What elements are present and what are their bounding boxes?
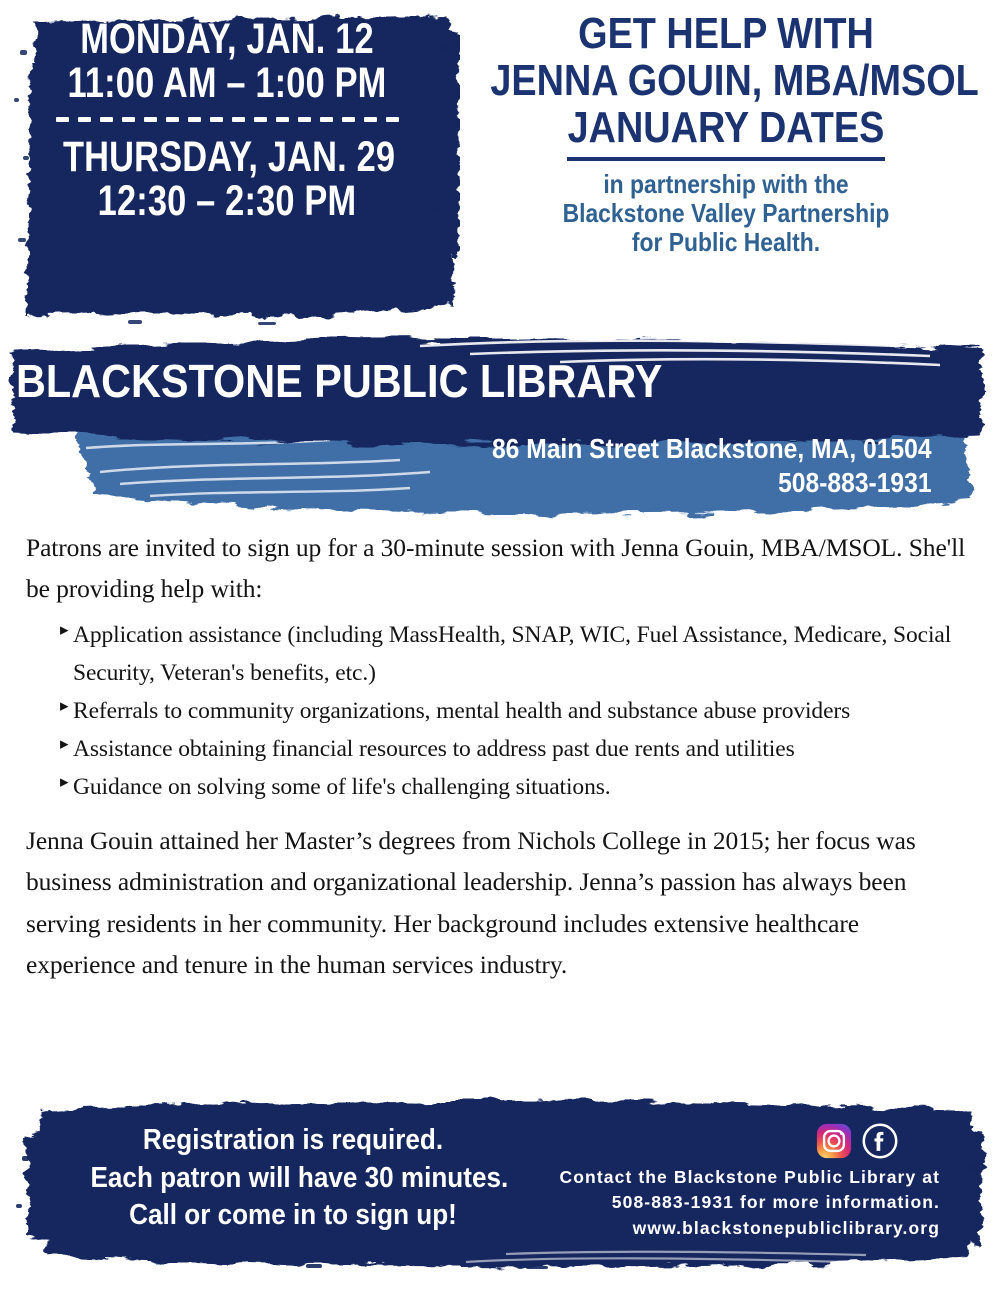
divider-dash (298, 117, 311, 122)
divider-dash (276, 117, 289, 122)
divider-dash (122, 117, 135, 122)
schedule-date-1: MONDAY, JAN. 12 (80, 15, 374, 63)
list-item (60, 768, 976, 806)
schedule-time-1: 11:00 AM – 1:00 PM (67, 59, 387, 107)
heading-underline (567, 157, 885, 161)
footer-contact-line-2: 508-883-1931 for more information. (611, 1192, 940, 1213)
list-item (60, 692, 976, 730)
divider-dash (364, 117, 377, 122)
library-address: 86 Main Street Blackstone, MA, 01504 (492, 433, 932, 464)
bio-paragraph: Jenna Gouin attained her Master’s degrees from Nichols College in 2015; her focus was business administration and organizational leadership. Jenna’s passion has always been serving residents in her community. Her background includes extensive healthcare experience and tenure in the human services industry. (26, 825, 916, 979)
footer-contact-line-1: Contact the Blackstone Public Library at (559, 1167, 940, 1187)
footer-cta-line-3: Call or come in to sign up! (129, 1199, 457, 1232)
list-item-text: Referrals to community organizations, mental health and substance abuse providers (73, 697, 851, 724)
schedule-date-2: THURSDAY, JAN. 29 (63, 133, 396, 181)
list-item-text: Guidance on solving some of life's challenging situations. (73, 773, 611, 800)
library-name: BLACKSTONE PUBLIC LIBRARY (16, 355, 663, 407)
divider-dash (342, 117, 355, 122)
divider-dash (254, 117, 267, 122)
heading-line-1: GET HELP WITH (578, 9, 874, 58)
divider-dash (100, 117, 113, 122)
list-item-text: Application assistance (including MassHealth, SNAP, WIC, Fuel Assistance, Medicare, Social Security, Veteran's benefits, etc.) (73, 621, 952, 686)
divider-dash (144, 117, 157, 122)
social-icons-row (518, 1123, 898, 1159)
divider-dash (232, 117, 245, 122)
partnership-line-3: for Public Health. (631, 226, 821, 257)
bullet-marker-icon: ▸ (60, 733, 69, 753)
divider-dash (56, 117, 69, 122)
bullet-marker-icon: ▸ (60, 619, 69, 639)
library-contact-group (432, 432, 932, 500)
heading-line-3: JANUARY DATES (567, 102, 885, 152)
main-heading-block (452, 9, 1000, 257)
divider-dash (188, 117, 201, 122)
list-item (60, 730, 976, 768)
body-copy (26, 527, 976, 985)
library-phone: 508-883-1931 (778, 467, 932, 499)
footer-cta-line-1: Registration is required. (142, 1124, 444, 1156)
schedule-time-2: 12:30 – 2:30 PM (97, 177, 357, 225)
list-item (60, 616, 976, 692)
list-item-text: Assistance obtaining financial resources to address past due rents and utilities (73, 735, 795, 762)
footer-contact-group (518, 1123, 958, 1241)
heading-line-2: JENNA GOUIN, MBA/MSOL (490, 55, 979, 105)
dashed-divider (22, 117, 432, 122)
schedule-text-group (22, 16, 432, 231)
intro-paragraph: Patrons are invited to sign up for a 30-minute session with Jenna Gouin, MBA/MSOL. She'll be providing help with: (26, 533, 966, 604)
partnership-line-1: in partnership with the (603, 168, 849, 199)
divider-dash (210, 117, 223, 122)
footer-website[interactable]: www.blackstonepubliclibrary.org (632, 1217, 940, 1238)
facebook-icon[interactable] (862, 1123, 898, 1159)
divider-dash (166, 117, 179, 122)
services-bullet-list (26, 616, 976, 806)
bullet-marker-icon: ▸ (60, 695, 69, 715)
divider-dash (78, 117, 91, 122)
footer-cta-group (68, 1122, 518, 1235)
footer-cta-line-2: Each patron will have 30 minutes. (90, 1161, 509, 1194)
divider-dash (386, 117, 399, 122)
bullet-marker-icon: ▸ (60, 771, 69, 791)
divider-dash (320, 117, 333, 122)
partnership-line-2: Blackstone Valley Partnership (562, 197, 890, 228)
instagram-icon[interactable] (816, 1123, 852, 1159)
